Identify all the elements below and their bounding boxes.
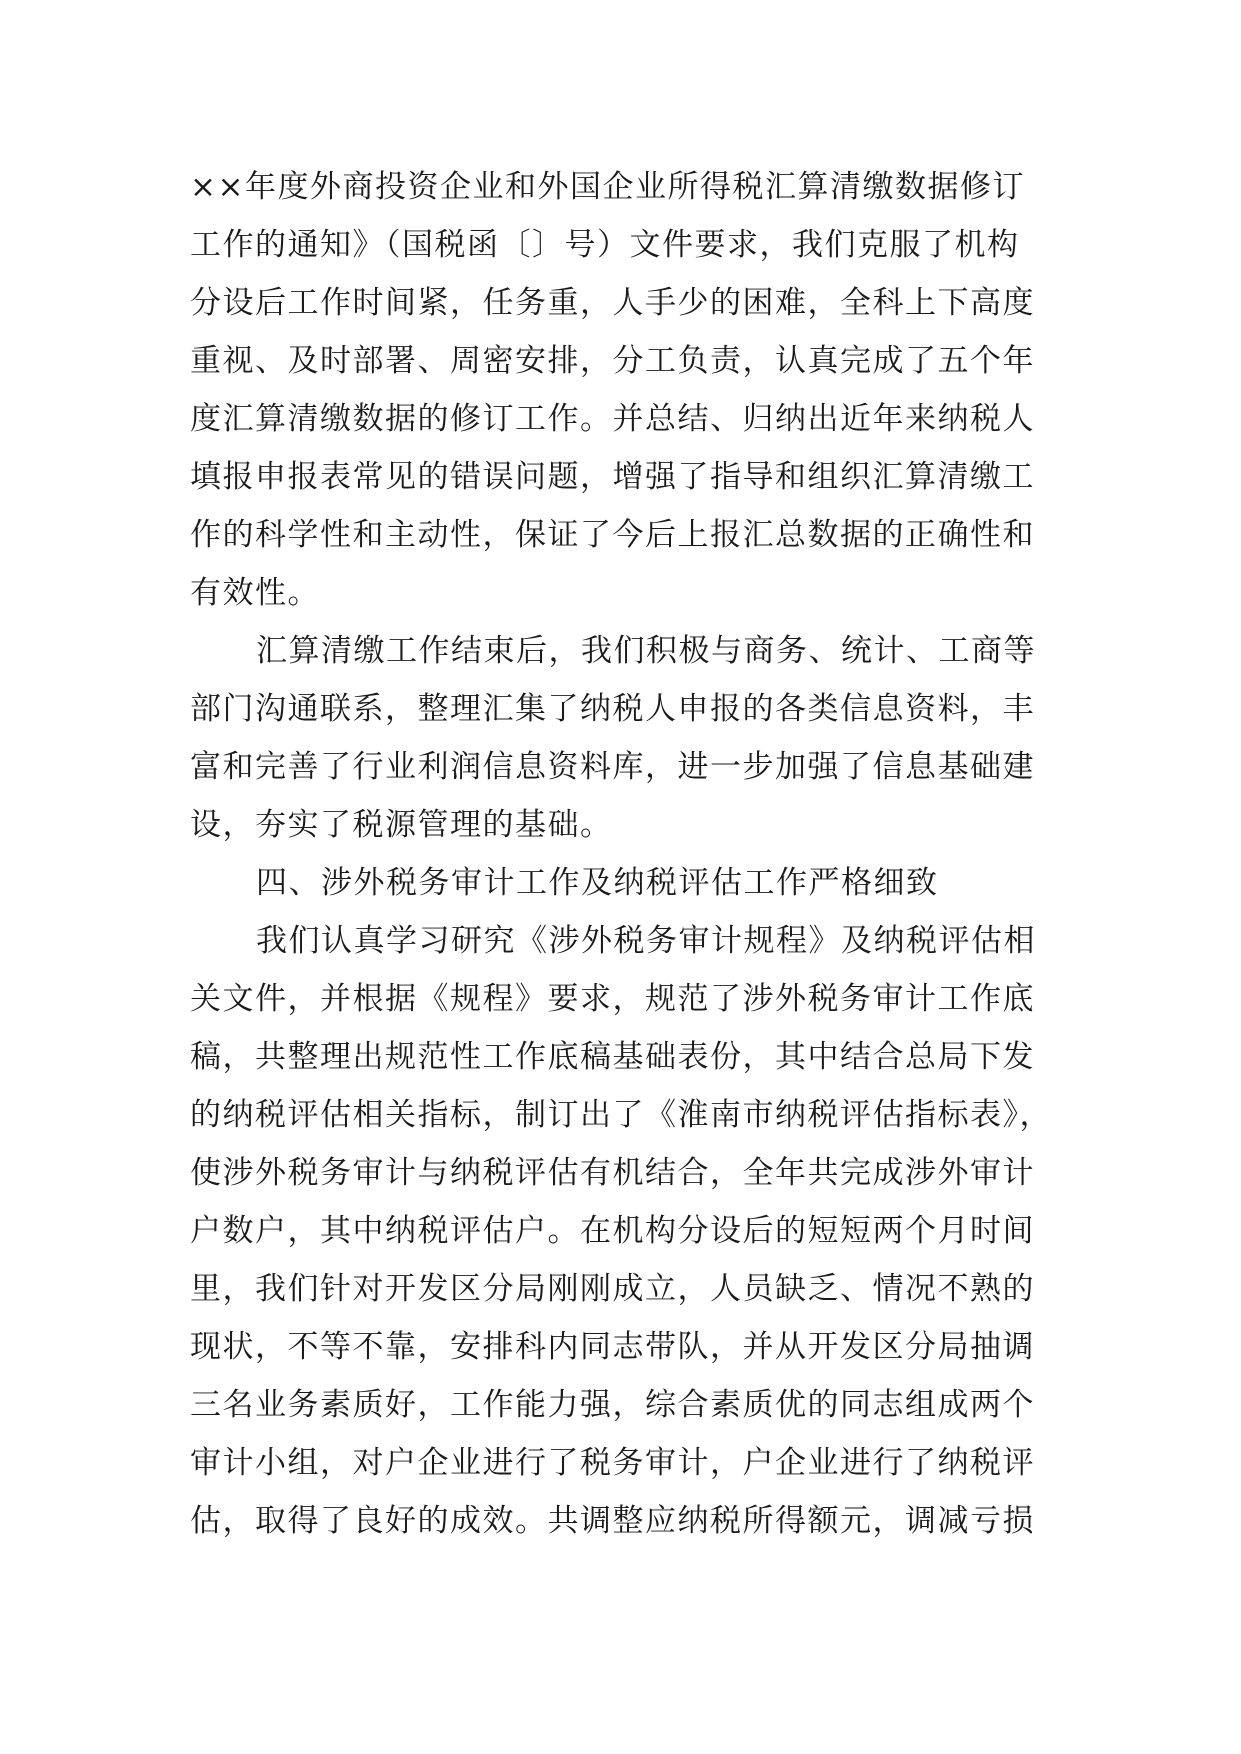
text-line: 分设后工作时间紧，任务重，人手少的困难，全科上下高度	[190, 285, 1035, 321]
text-line: 填报申报表常见的错误问题，增强了指导和组织汇算清缴工	[190, 459, 1035, 495]
text-line: 审计小组，对户企业进行了税务审计，户企业进行了纳税评	[190, 1445, 1035, 1481]
body-text	[190, 158, 1050, 1550]
text-line: 有效性。	[190, 575, 320, 611]
text-line: 作的科学性和主动性，保证了今后上报汇总数据的正确性和	[190, 517, 1035, 553]
text-line: 估，取得了良好的成效。共调整应纳税所得额元，调减亏损	[190, 1503, 1035, 1539]
text-line: ××年度外商投资企业和外国企业所得税汇算清缴数据修订	[190, 169, 1025, 205]
text-line: 稿，共整理出规范性工作底稿基础表份，其中结合总局下发	[190, 1039, 1035, 1075]
text-line: 工作的通知》（国税函〔〕号）文件要求，我们克服了机构	[190, 227, 1020, 263]
text-line: 度汇算清缴数据的修订工作。并总结、归纳出近年来纳税人	[190, 401, 1035, 437]
section-heading: 四、涉外税务审计工作及纳税评估工作严格细致	[256, 865, 939, 901]
text-line: 富和完善了行业利润信息资料库，进一步加强了信息基础建	[190, 749, 1035, 785]
text-line: 部门沟通联系，整理汇集了纳税人申报的各类信息资料，丰	[190, 691, 1035, 727]
text-line: 设，夯实了税源管理的基础。	[190, 807, 613, 843]
paragraph-start-line: 我们认真学习研究《涉外税务审计规程》及纳税评估相	[256, 923, 1036, 959]
text-line: 现状，不等不靠，安排科内同志带队，并从开发区分局抽调	[190, 1329, 1035, 1365]
text-line: 三名业务素质好，工作能力强，综合素质优的同志组成两个	[190, 1387, 1035, 1423]
text-line: 重视、及时部署、周密安排，分工负责，认真完成了五个年	[190, 343, 1035, 379]
text-line: 使涉外税务审计与纳税评估有机结合，全年共完成涉外审计	[190, 1155, 1035, 1191]
paragraph-start-line: 汇算清缴工作结束后，我们积极与商务、统计、工商等	[256, 633, 1036, 669]
text-line: 的纳税评估相关指标，制订出了《淮南市纳税评估指标表》，	[190, 1097, 1052, 1133]
text-line: 关文件，并根据《规程》要求，规范了涉外税务审计工作底	[190, 981, 1035, 1017]
text-line: 里，我们针对开发区分局刚刚成立，人员缺乏、情况不熟的	[190, 1271, 1035, 1307]
text-line: 户数户，其中纳税评估户。在机构分设后的短短两个月时间	[190, 1213, 1035, 1249]
